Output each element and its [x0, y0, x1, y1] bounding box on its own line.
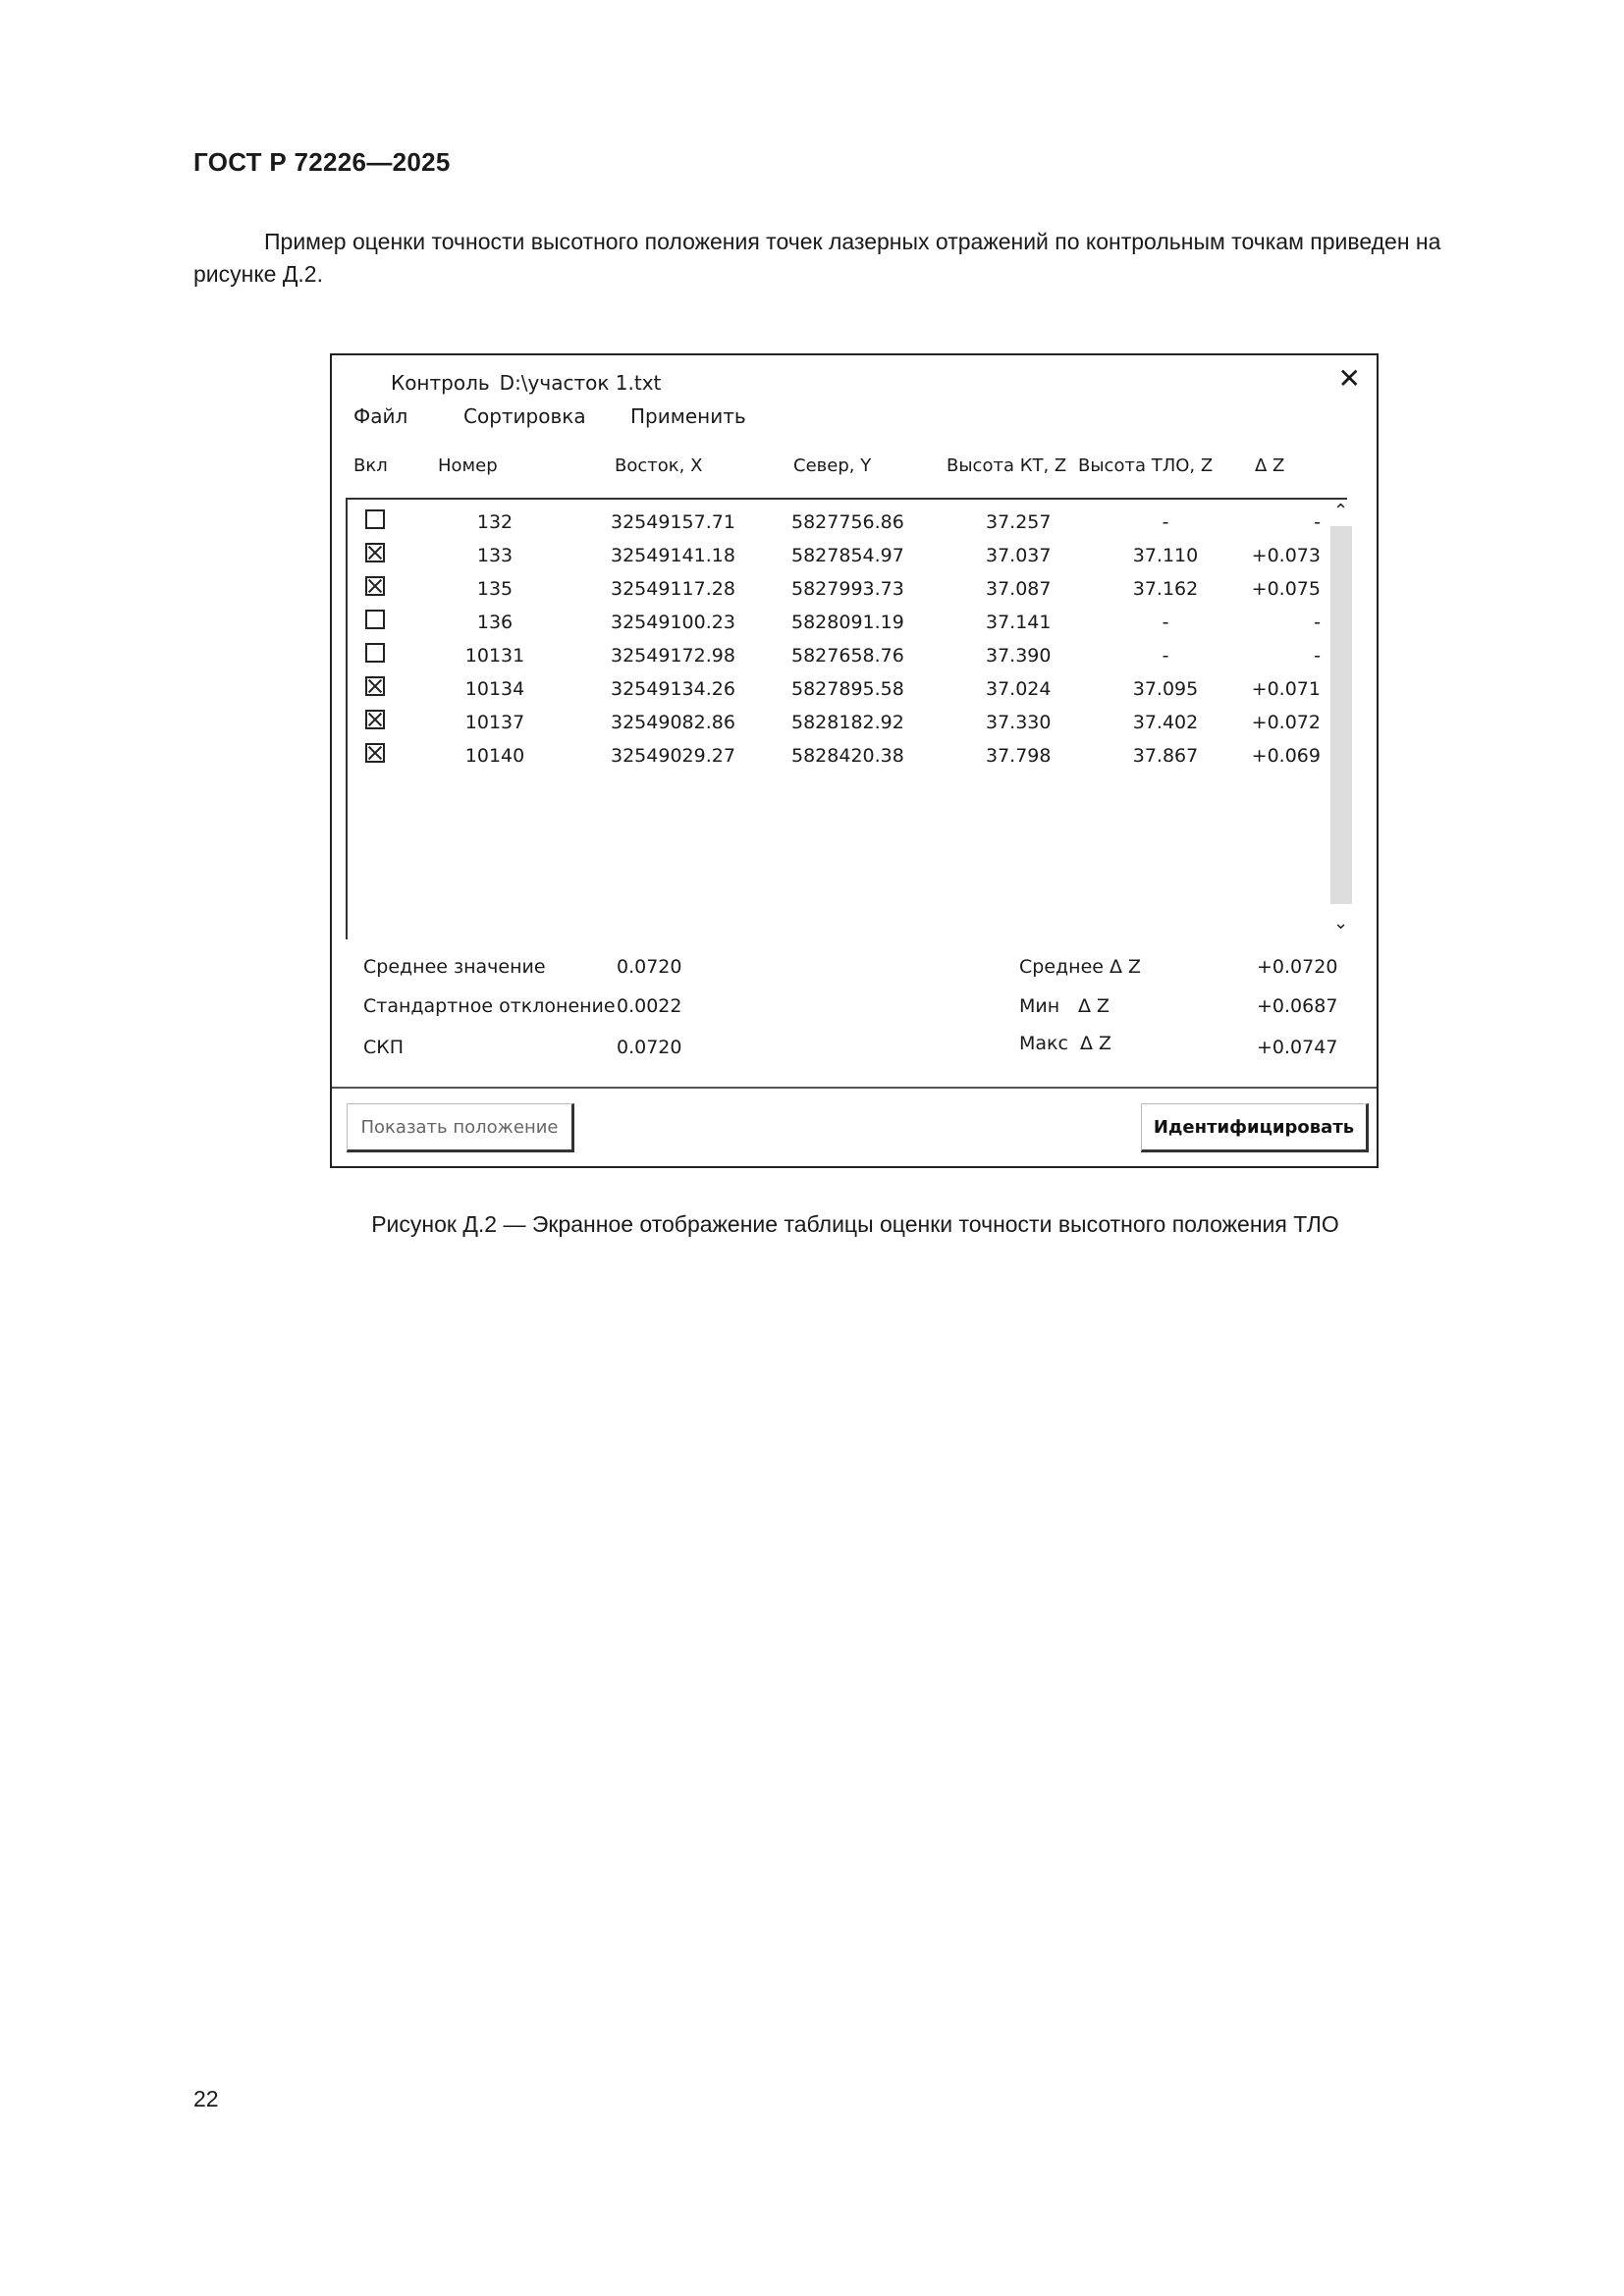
page-number: 22: [193, 2086, 219, 2111]
cell-height-kt: 37.037: [986, 545, 1052, 566]
cell-north: 5828182.92: [791, 712, 904, 733]
window-title-label: Контроль: [391, 371, 490, 395]
cell-north: 5828091.19: [791, 612, 904, 633]
stat-max-dz-label: Макс: [1019, 1033, 1068, 1054]
table-row[interactable]: [348, 606, 1329, 639]
table-row[interactable]: [348, 706, 1329, 739]
row-checkbox[interactable]: [365, 543, 385, 562]
cell-height-tlo: 37.110: [1132, 545, 1199, 566]
cell-number: 10137: [464, 712, 525, 733]
column-header-height-tlo[interactable]: Высота ТЛО, Z: [1078, 455, 1214, 476]
stat-max-dz-value: +0.0747: [1257, 1037, 1338, 1058]
stat-rmse-value: 0.0720: [617, 1037, 682, 1058]
menu-sort[interactable]: Сортировка: [463, 404, 586, 428]
control-window: [330, 353, 1379, 1168]
row-checkbox[interactable]: [365, 610, 385, 629]
cell-east: 32549141.18: [611, 545, 735, 566]
figure-caption: Рисунок Д.2 — Экранное отображение таблицы оценки точности высотного положения ТЛО: [371, 1211, 1339, 1237]
column-header-on[interactable]: Вкл: [353, 455, 388, 476]
cell-number: 132: [476, 511, 514, 533]
intro-paragraph: Пример оценки точности высотного положения точек лазерных отражений по контрольным точкам приведен на рисунке Д.2.: [193, 229, 1441, 287]
column-header-height-kt[interactable]: Высота КТ, Z: [947, 455, 1067, 476]
cell-height-tlo: 37.867: [1132, 745, 1199, 767]
cell-north: 5827854.97: [791, 545, 904, 566]
stat-min-dz-label: Мин: [1019, 995, 1060, 1017]
close-icon[interactable]: ✕: [1337, 362, 1361, 395]
stat-std-value: 0.0022: [617, 995, 682, 1017]
cell-number: 10140: [464, 745, 525, 767]
cell-dz: +0.075: [1251, 578, 1321, 600]
cell-number: 10131: [464, 645, 525, 667]
menu-apply[interactable]: Применить: [630, 404, 746, 428]
table-row[interactable]: [348, 639, 1329, 672]
stat-avg-dz-delta: Δ Z: [1110, 956, 1142, 978]
cell-north: 5827895.58: [791, 678, 904, 700]
cell-east: 32549157.71: [611, 511, 735, 533]
cell-height-tlo: -: [1162, 645, 1169, 667]
menu-file[interactable]: Файл: [353, 404, 408, 428]
cell-height-tlo: 37.162: [1132, 578, 1199, 600]
row-checkbox[interactable]: [365, 676, 385, 696]
cell-height-kt: 37.141: [986, 612, 1052, 633]
scroll-up-icon[interactable]: ⌃: [1333, 501, 1349, 521]
cell-dz: +0.072: [1251, 712, 1321, 733]
table-row[interactable]: [348, 506, 1329, 539]
cell-height-tlo: -: [1162, 511, 1169, 533]
points-table: [346, 498, 1347, 939]
cell-north: 5827756.86: [791, 511, 904, 533]
show-position-button[interactable]: Показать положение: [347, 1103, 574, 1152]
cell-height-kt: 37.390: [986, 645, 1052, 667]
cell-north: 5827658.76: [791, 645, 904, 667]
window-title: [391, 371, 661, 395]
footer-divider: [332, 1087, 1377, 1089]
stat-std-label: Стандартное отклонение: [363, 995, 616, 1017]
stat-mean-label: Среднее значение: [363, 956, 546, 978]
row-checkbox[interactable]: [365, 710, 385, 729]
cell-height-kt: 37.257: [986, 511, 1052, 533]
row-checkbox[interactable]: [365, 509, 385, 529]
cell-height-tlo: 37.095: [1132, 678, 1199, 700]
stat-avg-dz-label: Среднее: [1019, 956, 1104, 978]
cell-dz: -: [1314, 645, 1321, 667]
stat-rmse-label: СКП: [363, 1037, 405, 1058]
cell-height-tlo: -: [1162, 612, 1169, 633]
stat-mean-value: 0.0720: [617, 956, 682, 978]
row-checkbox[interactable]: [365, 576, 385, 596]
cell-dz: +0.073: [1251, 545, 1321, 566]
cell-height-kt: 37.087: [986, 578, 1052, 600]
cell-north: 5827993.73: [791, 578, 904, 600]
cell-east: 32549172.98: [611, 645, 735, 667]
cell-height-tlo: 37.402: [1132, 712, 1199, 733]
scroll-down-icon[interactable]: ⌄: [1333, 913, 1349, 934]
column-header-east[interactable]: Восток, X: [615, 455, 703, 476]
cell-dz: +0.071: [1251, 678, 1321, 700]
row-checkbox[interactable]: [365, 643, 385, 663]
window-file-path: D:\участок 1.txt: [499, 371, 662, 395]
document-header: ГОСТ Р 72226—2025: [193, 147, 451, 177]
stat-min-dz-value: +0.0687: [1257, 995, 1338, 1017]
cell-east: 32549134.26: [611, 678, 735, 700]
column-header-dz[interactable]: Δ Z: [1255, 455, 1285, 476]
cell-east: 32549082.86: [611, 712, 735, 733]
cell-east: 32549117.28: [611, 578, 735, 600]
cell-number: 135: [476, 578, 514, 600]
cell-height-kt: 37.798: [986, 745, 1052, 767]
row-checkbox[interactable]: [365, 743, 385, 763]
table-scrollbar[interactable]: [1329, 503, 1353, 933]
cell-number: 10134: [464, 678, 525, 700]
column-header-number[interactable]: Номер: [438, 455, 498, 476]
table-row[interactable]: [348, 539, 1329, 572]
table-row[interactable]: [348, 739, 1329, 773]
cell-height-kt: 37.330: [986, 712, 1052, 733]
table-row[interactable]: [348, 672, 1329, 706]
cell-dz: +0.069: [1251, 745, 1321, 767]
stat-min-dz-delta: Δ Z: [1078, 995, 1110, 1017]
cell-north: 5828420.38: [791, 745, 904, 767]
cell-dz: -: [1314, 511, 1321, 533]
cell-number: 136: [476, 612, 514, 633]
table-row[interactable]: [348, 572, 1329, 606]
cell-number: 133: [476, 545, 514, 566]
cell-dz: -: [1314, 612, 1321, 633]
identify-button[interactable]: Идентифицировать: [1141, 1103, 1369, 1152]
cell-height-kt: 37.024: [986, 678, 1052, 700]
scroll-thumb[interactable]: [1330, 526, 1352, 904]
cell-east: 32549029.27: [611, 745, 735, 767]
column-header-north[interactable]: Север, Y: [793, 455, 872, 476]
cell-east: 32549100.23: [611, 612, 735, 633]
stat-avg-dz-value: +0.0720: [1257, 956, 1338, 978]
stat-max-dz-delta: Δ Z: [1080, 1033, 1112, 1054]
